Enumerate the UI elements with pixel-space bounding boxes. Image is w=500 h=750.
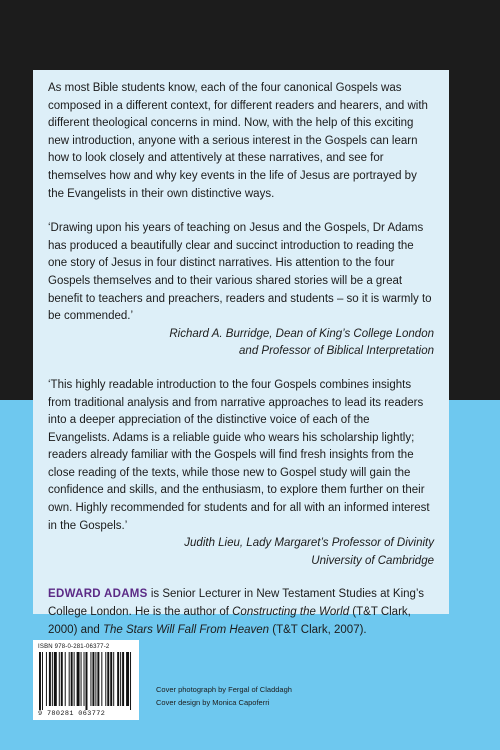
barcode-bar bbox=[74, 652, 75, 706]
book-blurb: As most Bible students know, each of the four canonical Gospels was composed in a different context, for different readers and hearers, and with different theological concerns in mind. Now, with the help of this exciting new introduction, anyone with a serious interest in the Gospels can learn how to look closely and attentively at these narratives, and see for themselves how and why key events in the life of Jesus are portrayed by the Evangelists in their own distinctive ways. bbox=[48, 82, 428, 200]
attribution-line: Richard A. Burridge, Dean of King’s College London bbox=[169, 327, 434, 340]
barcode-bar bbox=[69, 652, 70, 706]
barcode-bar bbox=[92, 652, 94, 706]
barcode-bar bbox=[105, 652, 106, 706]
attribution-line: and Professor of Biblical Interpretation bbox=[239, 345, 434, 358]
attribution-line: Judith Lieu, Lady Margaret’s Professor of Divinity bbox=[184, 537, 434, 550]
barcode-bar bbox=[101, 652, 102, 706]
design-credit: Cover design by Monica Capoferri bbox=[156, 698, 270, 707]
author-name: EDWARD ADAMS bbox=[48, 588, 148, 601]
bio-text: (T&T Clark, 2000) and bbox=[48, 606, 411, 636]
barcode-bar bbox=[65, 652, 66, 706]
barcode-bar bbox=[90, 652, 91, 706]
barcode-bar bbox=[107, 652, 109, 706]
isbn-label: ISBN 978-0-281-06377-2 bbox=[38, 644, 110, 650]
barcode-bar bbox=[122, 652, 124, 706]
bio-text: is Senior Lecturer in New Testament Studies at King’s College London. He is the author of bbox=[48, 588, 425, 619]
barcode-bar bbox=[52, 652, 53, 706]
barcode-bar bbox=[54, 652, 57, 706]
barcode-bar bbox=[126, 652, 129, 706]
bio-text: (T&T Clark, 2007). bbox=[269, 623, 367, 636]
barcode-bar bbox=[117, 652, 119, 706]
barcode-bar bbox=[46, 652, 47, 706]
barcode-bar bbox=[71, 652, 73, 706]
barcode-bar bbox=[77, 652, 80, 706]
isbn-barcode-box bbox=[33, 640, 139, 720]
barcode-bar bbox=[49, 652, 51, 706]
cover-credits bbox=[156, 683, 292, 709]
author-bio bbox=[48, 586, 434, 639]
barcode-bar bbox=[97, 652, 99, 706]
endorsement-attribution bbox=[48, 326, 434, 361]
attribution-line: University of Cambridge bbox=[311, 554, 434, 567]
barcode-bar bbox=[110, 652, 112, 706]
photo-credit: Cover photograph by Fergal of Claddagh bbox=[156, 685, 292, 694]
barcode-bar bbox=[59, 652, 60, 706]
barcode-graphic bbox=[38, 652, 134, 710]
barcode-digits: 9 780281 063772 bbox=[38, 710, 106, 718]
endorsement-quote: ‘Drawing upon his years of teaching on Jesus and the Gospels, Dr Adams has produced a beautifully clear and succinct introduction to reading the one story of Jesus in four distinct narratives. His attention to the four Gospels themselves and to their various shared stories will be a great benefit to teachers and preachers, readers and students – so it is warmly to be commended.’ bbox=[48, 222, 432, 323]
back-cover-text-panel bbox=[33, 70, 449, 636]
endorsement-attribution bbox=[48, 535, 434, 570]
barcode-bar bbox=[39, 652, 41, 710]
barcode-bar bbox=[86, 652, 88, 710]
barcode-bar bbox=[61, 652, 63, 706]
barcode-bar bbox=[42, 652, 43, 710]
barcode-bar bbox=[113, 652, 114, 706]
book-title: Constructing the World bbox=[232, 606, 350, 619]
barcode-bar bbox=[120, 652, 121, 706]
barcode-bar bbox=[84, 652, 85, 706]
barcode-bar bbox=[81, 652, 82, 706]
barcode-bar bbox=[130, 652, 131, 710]
barcode-bar bbox=[95, 652, 96, 706]
endorsement-quote: ‘This highly readable introduction to the four Gospels combines insights from traditional analysis and from narrative approaches to lead its readers into a deeper appreciation of the distinctive voice of each of the Evangelists. Adams is a reliable guide who wears his scholarship lightly; readers already familiar with the Gospels will find fresh insights from the close reading of the texts, while those new to Gospel study will gain the confidence and skills, and the enthusiasm, to explore them further on their own. Highly recommended for students and for all with an informed interest in the Gospels.’ bbox=[48, 378, 430, 532]
book-title: The Stars Will Fall From Heaven bbox=[103, 623, 270, 636]
